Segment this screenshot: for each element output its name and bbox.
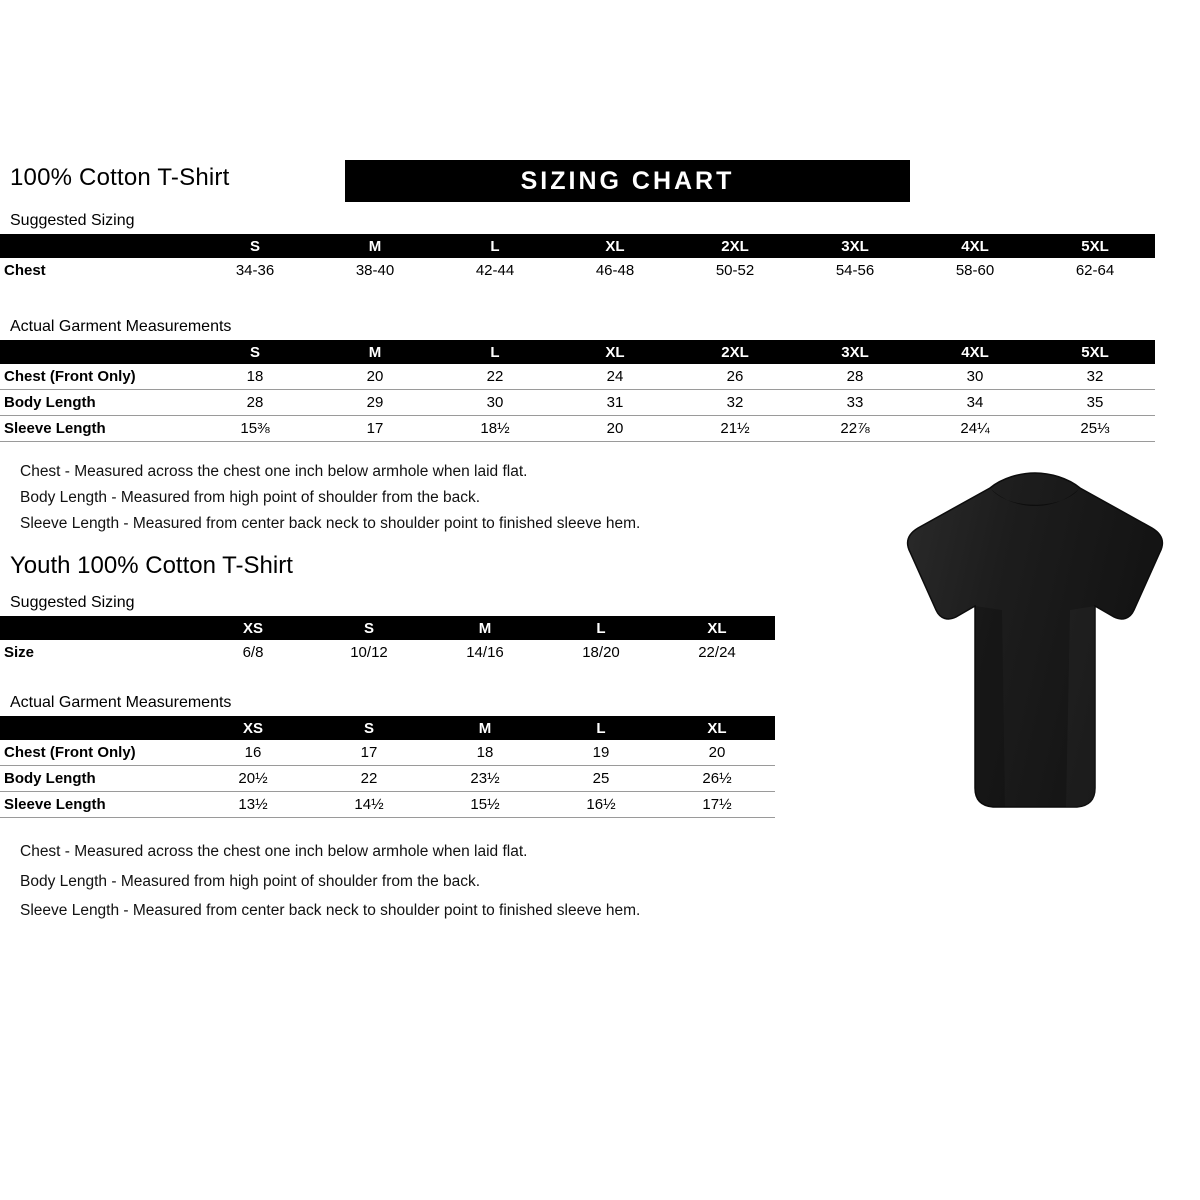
adult-note-body-length: Body Length - Measured from high point of shoulder from the back.: [20, 489, 481, 506]
youth-actual-label: Actual Garment Measurements: [10, 694, 232, 711]
table-header-row: [0, 716, 775, 740]
col-header-3xl: 3XL: [795, 234, 915, 258]
col-header-m: M: [315, 234, 435, 258]
cell-chest-xl: 46-48: [595, 262, 635, 279]
table-row: [0, 640, 775, 665]
col-header-m: M: [427, 716, 543, 740]
cell-size-m: 14/16: [466, 644, 504, 661]
youth-title: Youth 100% Cotton T-Shirt: [10, 552, 293, 579]
col-header-s: S: [195, 234, 315, 258]
cell-chestfront-s: 18: [195, 364, 315, 390]
cell-bodylength-s: 22: [311, 766, 427, 792]
cell-chestfront-3xl: 28: [795, 364, 915, 390]
col-header-blank: [0, 716, 195, 740]
cell-chest-l: 42-44: [475, 262, 515, 279]
col-header-5xl: 5XL: [1035, 340, 1155, 364]
table-row: [0, 416, 1155, 442]
cell-sleevelength-3xl: 22⅞: [795, 416, 915, 442]
cell-bodylength-5xl: 35: [1035, 390, 1155, 416]
youth-note-chest: Chest - Measured across the chest one inch below armhole when laid flat.: [20, 843, 528, 860]
col-header-xl: XL: [659, 616, 775, 640]
col-header-l: L: [435, 340, 555, 364]
col-header-l: L: [435, 234, 555, 258]
col-header-m: M: [315, 340, 435, 364]
col-header-m: M: [427, 616, 543, 640]
cell-sleevelength-s: 14½: [311, 792, 427, 818]
cell-size-l: 18/20: [582, 644, 620, 661]
cell-size-xl: 22/24: [698, 644, 736, 661]
adult-title: 100% Cotton T-Shirt: [10, 164, 230, 191]
cell-bodylength-xl: 26½: [659, 766, 775, 792]
cell-chestfront-l: 19: [543, 740, 659, 766]
cell-bodylength-m: 23½: [427, 766, 543, 792]
cell-bodylength-l: 25: [543, 766, 659, 792]
cell-chestfront-m: 20: [315, 364, 435, 390]
cell-bodylength-m: 29: [315, 390, 435, 416]
cell-bodylength-3xl: 33: [795, 390, 915, 416]
col-header-l: L: [543, 616, 659, 640]
table-row: [0, 766, 775, 792]
table-header-row: [0, 616, 775, 640]
youth-suggested-label: Suggested Sizing: [10, 594, 135, 611]
youth-note-body-length: Body Length - Measured from high point of shoulder from the back.: [20, 873, 481, 890]
col-header-2xl: 2XL: [675, 340, 795, 364]
col-header-l: L: [543, 716, 659, 740]
cell-bodylength-l: 30: [435, 390, 555, 416]
adult-actual-label: Actual Garment Measurements: [10, 318, 232, 335]
col-header-s: S: [311, 616, 427, 640]
row-label-chest-front-only: Chest (Front Only): [0, 740, 195, 766]
cell-chest-5xl: 62-64: [1075, 262, 1115, 279]
cell-size-xs: 6/8: [242, 644, 264, 661]
adult-suggested-label: Suggested Sizing: [10, 212, 135, 229]
row-label-body-length: Body Length: [0, 766, 195, 792]
adult-actual-table: [0, 340, 1155, 442]
cell-sleevelength-xl: 20: [555, 416, 675, 442]
table-row: [0, 740, 775, 766]
table-row: [0, 390, 1155, 416]
cell-chestfront-m: 18: [427, 740, 543, 766]
cell-sleevelength-m: 17: [315, 416, 435, 442]
cell-sleevelength-m: 15½: [427, 792, 543, 818]
cell-chestfront-4xl: 30: [915, 364, 1035, 390]
cell-chestfront-2xl: 26: [675, 364, 795, 390]
col-header-blank: [0, 234, 195, 258]
col-header-xs: XS: [195, 716, 311, 740]
adult-suggested-table: [0, 234, 1155, 283]
table-header-row: [0, 234, 1155, 258]
col-header-xl: XL: [659, 716, 775, 740]
cell-sleevelength-xl: 17½: [659, 792, 775, 818]
table-header-row: [0, 340, 1155, 364]
cell-chestfront-5xl: 32: [1035, 364, 1155, 390]
col-header-xl: XL: [555, 340, 675, 364]
youth-actual-table: [0, 716, 775, 818]
row-label-chest: Chest: [4, 262, 46, 279]
table-row: [0, 364, 1155, 390]
col-header-5xl: 5XL: [1035, 234, 1155, 258]
sizing-chart-banner-label: SIZING CHART: [520, 167, 735, 195]
col-header-4xl: 4XL: [915, 340, 1035, 364]
adult-note-chest: Chest - Measured across the chest one inch below armhole when laid flat.: [20, 463, 528, 480]
cell-chestfront-xl: 20: [659, 740, 775, 766]
cell-sleevelength-xs: 13½: [195, 792, 311, 818]
col-header-xl: XL: [555, 234, 675, 258]
cell-chest-2xl: 50-52: [715, 262, 755, 279]
col-header-4xl: 4XL: [915, 234, 1035, 258]
col-header-2xl: 2XL: [675, 234, 795, 258]
sizing-chart-banner: [345, 160, 910, 202]
tshirt-icon: [890, 470, 1180, 815]
cell-chestfront-xs: 16: [195, 740, 311, 766]
cell-chest-4xl: 58-60: [955, 262, 995, 279]
cell-bodylength-2xl: 32: [675, 390, 795, 416]
cell-chestfront-s: 17: [311, 740, 427, 766]
cell-bodylength-xs: 20½: [195, 766, 311, 792]
col-header-blank: [0, 340, 195, 364]
cell-chestfront-xl: 24: [555, 364, 675, 390]
col-header-s: S: [195, 340, 315, 364]
row-label-body-length: Body Length: [0, 390, 195, 416]
tshirt-product-image: [890, 470, 1180, 815]
row-label-sleeve-length: Sleeve Length: [0, 416, 195, 442]
row-label-size: Size: [4, 644, 35, 661]
table-row: [0, 792, 775, 818]
row-label-sleeve-length: Sleeve Length: [0, 792, 195, 818]
cell-chest-3xl: 54-56: [835, 262, 875, 279]
col-header-xs: XS: [195, 616, 311, 640]
cell-size-s: 10/12: [350, 644, 388, 661]
cell-bodylength-xl: 31: [555, 390, 675, 416]
row-label-chest-front-only: Chest (Front Only): [0, 364, 195, 390]
cell-sleevelength-4xl: 24¼: [915, 416, 1035, 442]
cell-sleevelength-s: 15⅜: [195, 416, 315, 442]
col-header-3xl: 3XL: [795, 340, 915, 364]
cell-chestfront-l: 22: [435, 364, 555, 390]
cell-sleevelength-5xl: 25⅓: [1035, 416, 1155, 442]
cell-sleevelength-l: 16½: [543, 792, 659, 818]
youth-suggested-table: [0, 616, 775, 665]
adult-header: [10, 160, 900, 202]
cell-chest-m: 38-40: [355, 262, 395, 279]
cell-sleevelength-l: 18½: [435, 416, 555, 442]
col-header-blank: [0, 616, 195, 640]
table-row: [0, 258, 1155, 283]
youth-note-sleeve-length: Sleeve Length - Measured from center back neck to shoulder point to finished sleeve hem.: [20, 902, 641, 919]
cell-bodylength-s: 28: [195, 390, 315, 416]
cell-sleevelength-2xl: 21½: [675, 416, 795, 442]
cell-bodylength-4xl: 34: [915, 390, 1035, 416]
cell-chest-s: 34-36: [235, 262, 275, 279]
col-header-s: S: [311, 716, 427, 740]
adult-note-sleeve-length: Sleeve Length - Measured from center back neck to shoulder point to finished sleeve hem.: [20, 515, 641, 532]
